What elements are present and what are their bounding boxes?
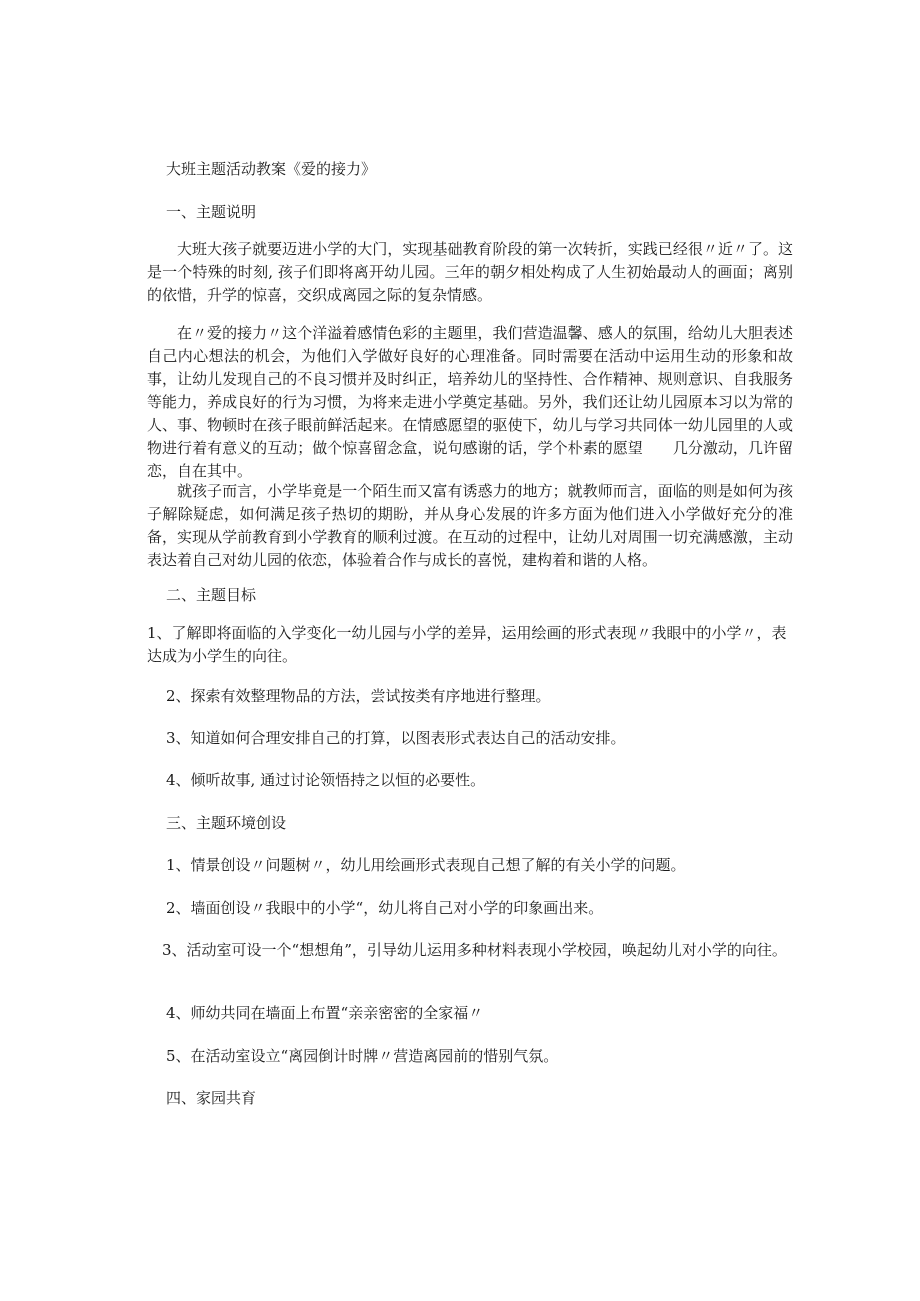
paragraph-3: 就孩子而言，小学毕竟是一个陌生而又富有诱惑力的地方；就教师而言，面临的则是如何为孩子解除疑虑，如何满足孩子热切的期盼，并从身心发展的许多方面为他们进入小学做好充分的准备，实现从学前教育到小学教育的顺利过渡。在互动的过程中，让幼儿对周围一切充满感激，主动表达着自己对幼儿园的依恋，体验着合作与成长的喜悦，建构着和谐的人格。 bbox=[147, 482, 793, 569]
paragraph-1: 大班大孩子就要迈进小学的大门，实现基础教育阶段的第一次转折，实践已经很〃近〃了。这是一个特殊的时刻, 孩子们即将离开幼儿园。三年的朝夕相处构成了人生初始最动人的画面；离别的依惜，升学的惊喜，交织成离园之际的复杂情感。 bbox=[147, 240, 793, 304]
section-heading-4: 四、家园共育 bbox=[166, 1089, 257, 1107]
paragraph-2: 在〃爱的接力〃这个洋溢着感情色彩的主题里，我们营造温馨、感人的氛围，给幼儿大胆表述自己内心想法的机会，为他们入学做好良好的心理准备。同时需要在活动中运用生动的形象和故事，让幼儿发现自己的不良习惯并及时纠正，培养幼儿的坚持性、合作精神、规则意识、自我服务等能力，养成良好的行为习惯，为将来走进小学奠定基础。另外，我们还让幼儿园原本习以为常的人、事、物顿时在孩子眼前鲜活起来。在情感愿望的驱使下，幼儿与学习共同体一幼儿园里的人或物进行着有意义的互动；做个惊喜留念盒，说句感谢的话，学个朴素的愿望 几分激动，几许留恋，自在其中。 bbox=[147, 324, 793, 480]
section-heading-3: 三、主题环境创设 bbox=[166, 814, 287, 832]
document-title: 大班主题活动教案《爱的接力》 bbox=[166, 160, 377, 178]
goal-item-3: 3、知道如何合理安排自己的打算，以图表形式表达自己的活动安排。 bbox=[166, 729, 626, 747]
section-heading-1: 一、主题说明 bbox=[166, 203, 257, 221]
env-item-4: 4、师幼共同在墙面上布置“亲亲密密的全家福〃 bbox=[166, 1004, 484, 1022]
env-item-1: 1、情景创设〃问题树〃，幼儿用绘画形式表现自己想了解的有关小学的问题。 bbox=[166, 856, 686, 874]
env-item-3: 3、活动室可设一个“想想角”，引导幼儿运用多种材料表现小学校园，唤起幼儿对小学的向往。 bbox=[162, 941, 787, 959]
goal-item-1: 1、了解即将面临的入学变化一幼儿园与小学的差异，运用绘画的形式表现〃我眼中的小学〃，表达成为小学生的向往。 bbox=[147, 624, 787, 665]
goal-item-2: 2、探索有效整理物品的方法，尝试按类有序地进行整理。 bbox=[166, 687, 551, 705]
env-item-2: 2、墙面创设〃我眼中的小学“，幼儿将自己对小学的印象画出来。 bbox=[166, 899, 604, 917]
env-item-5: 5、在活动室设立“离园倒计时牌〃营造离园前的惜别气氛。 bbox=[166, 1047, 559, 1065]
section-heading-2: 二、主题目标 bbox=[166, 586, 257, 604]
goal-item-4: 4、倾听故事, 通过讨论领悟持之以恒的必要性。 bbox=[166, 771, 486, 789]
